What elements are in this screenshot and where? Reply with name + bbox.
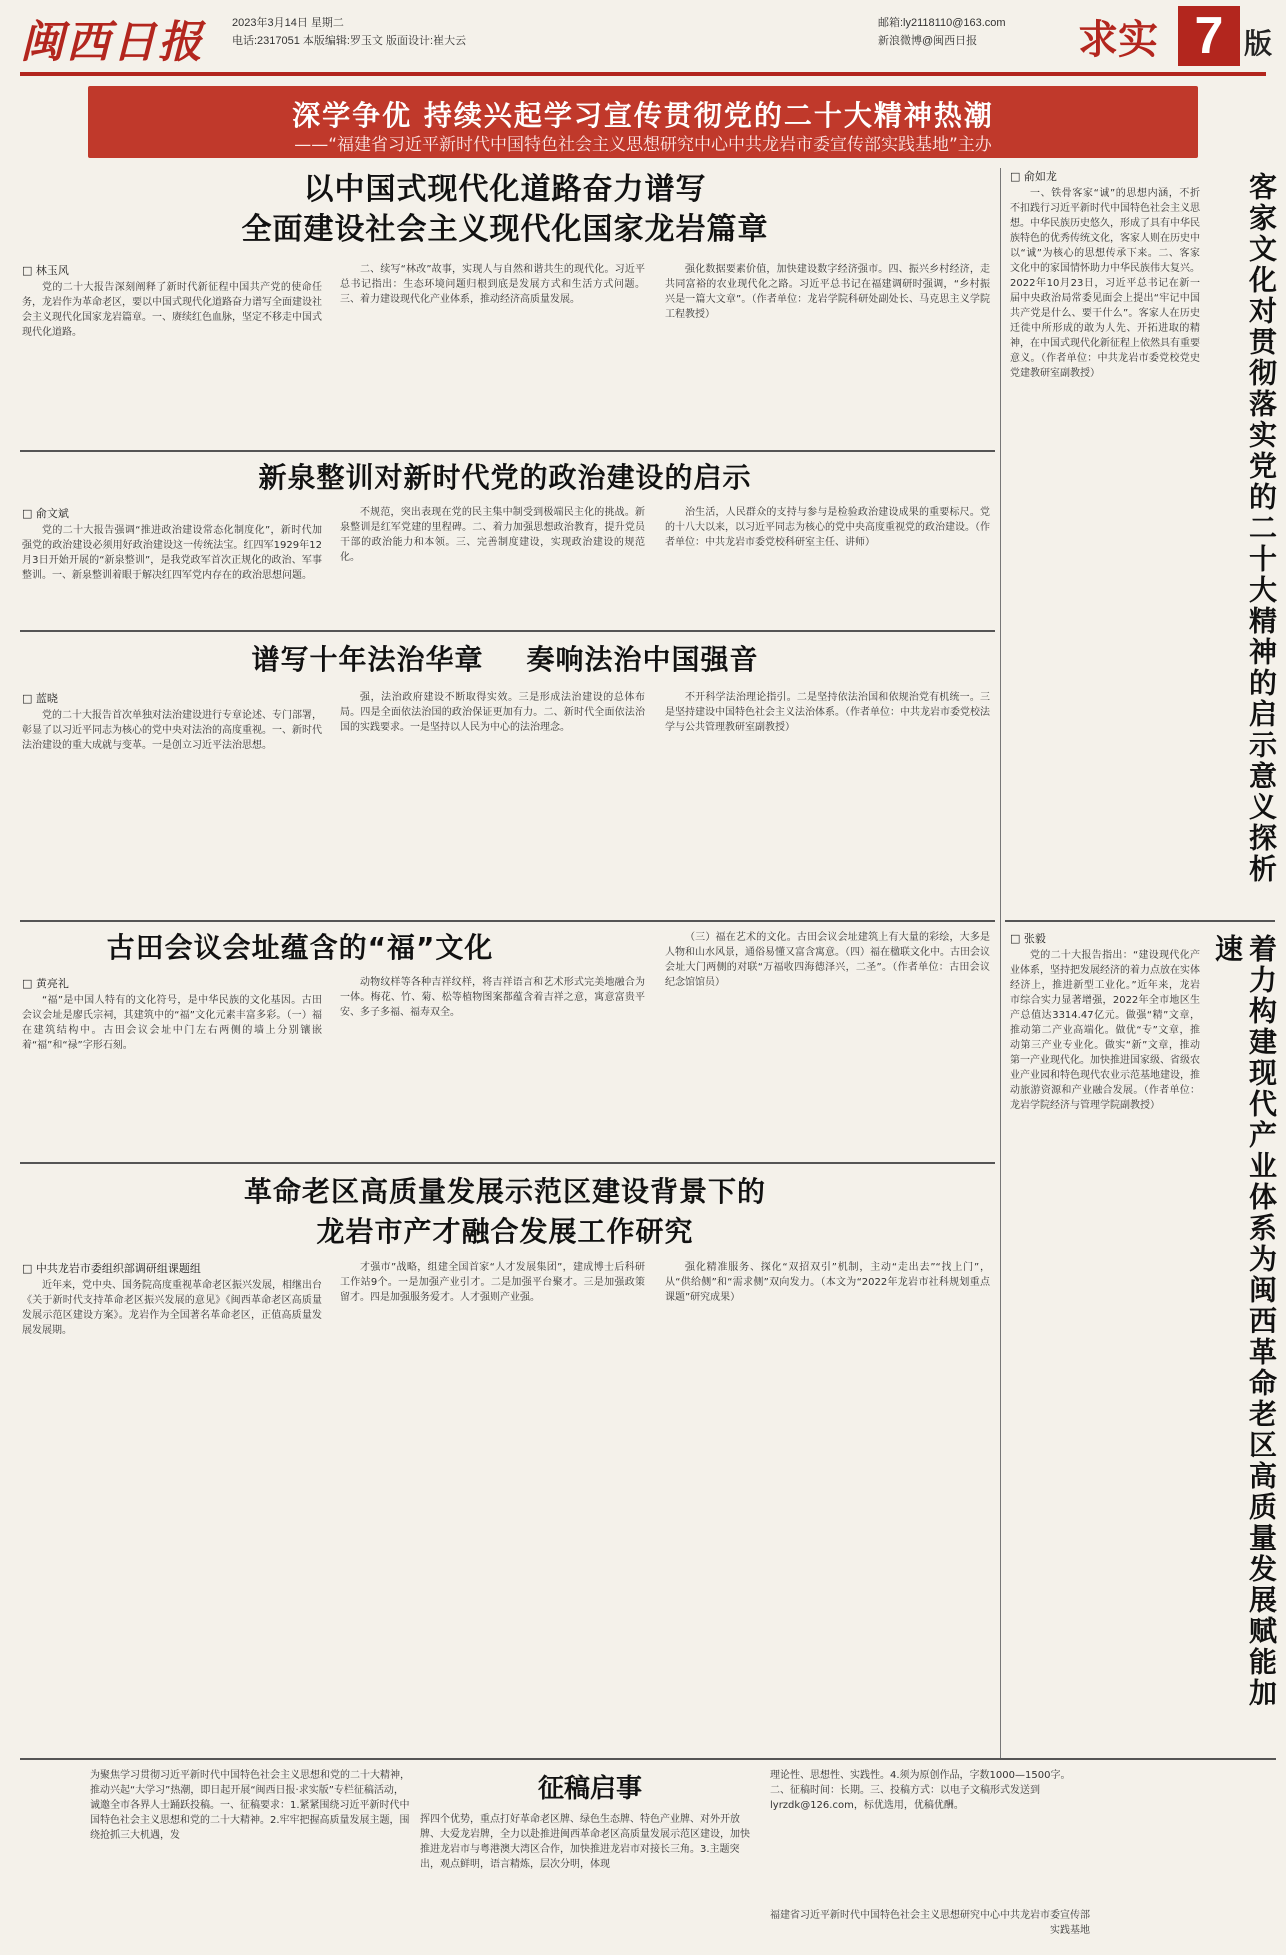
campaign-banner (88, 86, 1198, 158)
article-1-col-1 (22, 280, 322, 445)
notice-title: 征稿启事 (537, 1774, 642, 1804)
rule-sidebar (1005, 920, 1275, 922)
article-5-col-3 (665, 1260, 990, 1748)
article-5-text-3: 强化精准服务、探化“双招双引”机制，主动“走出去”“找上门”，从“供给侧”和“需求侧”双向发力。（本文为“2022年龙岩市社科规划重点课题”研究成果） (665, 1262, 990, 1303)
rule-3 (20, 920, 995, 922)
article-1-title (20, 170, 990, 250)
article-2-col-1 (22, 523, 322, 623)
article-1-byline: □ 林玉风 (22, 262, 69, 278)
article-1-title-line1: 以中国式现代化道路奋力谱写 (303, 172, 707, 207)
article-3-title: 谱写十年法治华章 奏响法治中国强音 (251, 643, 759, 676)
call-for-papers (90, 1768, 1090, 1948)
article-3-text-3: 不开科学法治理论指引。二是坚持依法治国和依规治党有机统一。三是坚持建设中国特色社会主义法治体系。（作者单位：中共龙岩市委党校法学与公共管理教研室副教授） (665, 692, 990, 733)
notice-col-2 (420, 1812, 750, 1946)
contact-info (878, 14, 1006, 50)
article-3-col-3 (665, 690, 990, 913)
article-2-text-1: 党的二十大报告强调“推进政治建设常态化制度化”，新时代加强党的政治建设必须用好政治建设这一传统法宝。红四军1929年12月3日开始开展的“新泉整训”，是我党政军首次正规化的政治、军事整训。一、新泉整训着眼于解决红四军党内存在的政治思想问题。 (22, 525, 322, 581)
paper-name: 闽西日报 (20, 17, 204, 68)
notice-footer (770, 1908, 1090, 1946)
article-2-col-2 (340, 505, 645, 623)
article-1-col-3 (665, 262, 990, 445)
notice-col-1 (90, 1768, 410, 1946)
article-5-col-1 (22, 1278, 322, 1748)
article-4-col-3 (665, 930, 990, 1155)
article-5-text-2: 才强市”战略，组建全国首家“人才发展集团”，建成博士后科研工作站9个。一是加强产业引才。二是加强平台聚才。三是加强政策留才。四是加强服务爱才。人才强则产业强。 (340, 1262, 645, 1303)
article-1-text-2: 二、续写“林改”故事，实现人与自然和谐共生的现代化。习近平总书记指出：生态环境问题归根到底是发展方式和生活方式问题。三、着力建设现代化产业体系，推动经济高质量发展。 (340, 264, 645, 305)
article-2-title: 新泉整训对新时代党的政治建设的启示 (258, 461, 752, 494)
contact-email[interactable]: 邮箱:ly2118110@163.com (878, 17, 1006, 29)
notice-rules: 理论性、思想性、实践性。4.须为原创作品，字数1000—1500字。二、征稿时间：长期。三、投稿方式：以电子文稿形式发送到lyrzdk@126.com，标优选用，优稿优酬。 (770, 1770, 1071, 1811)
issue-info (232, 14, 466, 50)
issue-editors: 电话:2317051 本版编辑:罗玉文 版面设计:崔大云 (232, 35, 467, 47)
article-3-col-1 (22, 708, 322, 913)
issue-date: 2023年3月14日 星期二 (232, 17, 344, 29)
banner-subtitle: ——“福建省习近平新时代中国特色社会主义思想研究中心中共龙岩市委宣传部实践基地”主办 (294, 135, 992, 155)
sidebar-1-title: 客家文化对贯彻落实党的二十大精神的启示意义探析 (1245, 172, 1278, 885)
article-3-text-1: 党的二十大报告首次单独对法治建设进行专章论述、专门部署，彰显了以习近平同志为核心的党中央对法治的高度重视。一、新时代法治建设的重大成就与变革。一是创立习近平法治思想。 (22, 710, 322, 751)
article-3-col-2 (340, 690, 645, 913)
rule-2 (20, 630, 995, 632)
article-1-title-line2: 全面建设社会主义现代化国家龙岩篇章 (241, 212, 769, 247)
article-2-col-3 (665, 505, 990, 623)
article-4-byline: □ 黄亮礼 (22, 975, 69, 991)
article-5-col-2 (340, 1260, 645, 1748)
article-4-text-2: 动物纹样等各种吉祥纹样，将吉祥语言和艺术形式完美地融合为一体。梅花、竹、菊、松等植物图案都蕴含着吉祥之意，寓意富贵平安、多子多福、福寿双全。 (340, 977, 645, 1018)
article-1-text-3: 强化数据要素价值，加快建设数字经济强市。四、振兴乡村经济，走共同富裕的农业现代化之路。习近平总书记在福建调研时强调，“乡村振兴是一篇大文章”。（作者单位：龙岩学院科研处副处长、马克思主义学院工程教授） (665, 264, 990, 320)
banner-title: 深学争优 持续兴起学习宣传贯彻党的二十大精神热潮 (292, 99, 994, 132)
sidebar-divider (1000, 168, 1001, 1758)
sidebar-2-title: 着力构建现代产业体系为闽西革命老区高质量发展赋能加速 (1211, 934, 1278, 1709)
article-4-title: 古田会议会址蕴含的“福”文化 (106, 931, 494, 964)
sidebar-1-body (1010, 186, 1200, 911)
article-5-byline: □ 中共龙岩市委组织部调研组课题组 (22, 1260, 201, 1276)
article-4-text-3: （三）福在艺术的文化。古田会议会址建筑上有大量的彩绘，大多是人物和山水风景，通俗易懂又富含寓意。（四）福在楹联文化中。古田会议会址大门两侧的对联“万福收四海德泽兴，二圣”。（作者单位：古田会议纪念馆馆员） (665, 932, 990, 988)
notice-footer-text: 福建省习近平新时代中国特色社会主义思想研究中心中共龙岩市委宣传部实践基地 (770, 1910, 1090, 1936)
sidebar-1-text: 一、铁骨客家“诚”的思想内涵，不折不扣践行习近平新时代中国特色社会主义思想。中华民族历史悠久，形成了具有中华民族特色的优秀传统文化，客家人则在历史中以“诚”为核心的思想传承下来。二、客家文化中的家国情怀助力中华民族伟大复兴。2022年10月23日，习近平总书记在新一届中央政治局常委见面会上提出“牢记中国共产党是什么、要干什么”。客家人在历史迁徙中所形成的敢为人先、开拓进取的精神，在中国式现代化新征程上依然具有重要意义。（作者单位：中共龙岩市委党校党史党建教研室副教授） (1010, 188, 1200, 379)
sidebar-1-byline: □ 俞如龙 (1010, 168, 1057, 184)
rule-1 (20, 450, 995, 452)
article-2-byline: □ 俞文斌 (22, 505, 69, 521)
page-unit: 版 (1244, 28, 1273, 59)
article-4-col-2 (340, 975, 645, 1155)
masthead-rule (20, 72, 1266, 76)
article-2-text-2: 不规范，突出表现在党的民主集中制受到极端民主化的挑战。新泉整训是红军党建的里程碑。二、着力加强思想政治教育，提升党员干部的政治能力和本领。三、完善制度建设，实现政治建设的规范化。 (340, 507, 645, 563)
sidebar-2-body (1010, 948, 1200, 1748)
article-5-title-line2: 龙岩市产才融合发展工作研究 (316, 1215, 694, 1248)
article-1-text-1: 党的二十大报告深刻阐释了新时代新征程中国共产党的使命任务，龙岩作为革命老区，要以中国式现代化道路奋力谱写全面建设社会主义现代化国家龙岩篇章。一、赓续红色血脉，坚定不移走中国式现代化道路。 (22, 282, 322, 338)
article-3-byline: □ 蓝晓 (22, 690, 58, 706)
section-name: 求实 (1078, 18, 1158, 62)
page-number: 7 (1178, 6, 1240, 66)
contact-weibo[interactable]: 新浪微博@闽西日报 (878, 35, 978, 47)
notice-intro: 为聚焦学习贯彻习近平新时代中国特色社会主义思想和党的二十大精神，推动兴起“大学习”热潮，即日起开展“闽西日报·求实版”专栏征稿活动，诚邀全市各界人士踊跃投稿。一、征稿要求：1.紧紧围绕习近平新时代中国特色社会主义思想和党的二十大精神。2.牢牢把握高质量发展主题，围绕抢抓三大机遇，发 (90, 1770, 410, 1841)
article-5-text-1: 近年来，党中央、国务院高度重视革命老区振兴发展，相继出台《关于新时代支持革命老区振兴发展的意见》《闽西革命老区高质量发展示范区建设方案》。龙岩作为全国著名革命老区，正值高质量发展发展期。 (22, 1280, 322, 1336)
notice-col-3 (770, 1768, 1090, 1898)
article-2-text-3: 治生活，人民群众的支持与参与是检验政治建设成果的重要标尺。党的十八大以来，以习近平同志为核心的党中央高度重视党的政治建设。（作者单位：中共龙岩市委党校科研室主任、讲师） (665, 507, 990, 548)
masthead (0, 0, 1286, 80)
rule-4 (20, 1162, 995, 1164)
sidebar-2-text: 党的二十大报告指出：“建设现代化产业体系，坚持把发展经济的着力点放在实体经济上，推进新型工业化。”近年来，龙岩市综合实力显著增强，2022年全市地区生产总值达3314.47亿元。做强“精”文章，推动第二产业高端化。做优“专”文章，推动第三产业专业化。做实“新”文章，推动第一产业现代化。加快推进国家级、省级农业产业园和特色现代农业示范基地建设，推动旅游资源和产业融合发展。（作者单位：龙岩学院经济与管理学院副教授） (1010, 950, 1200, 1111)
notice-middle: 挥四个优势，重点打好革命老区牌、绿色生态牌、特色产业牌、对外开放牌、大爱龙岩牌，全力以赴推进闽西革命老区高质量发展示范区建设，加快推进龙岩市与粤港澳大湾区合作，加快推进龙岩市对接长三角。3.主题突出，观点鲜明，语言精炼，层次分明，体现 (420, 1814, 750, 1870)
article-5-title (20, 1172, 990, 1252)
article-5-title-line1: 革命老区高质量发展示范区建设背景下的 (243, 1175, 766, 1208)
article-4-col-1 (22, 993, 322, 1155)
rule-notice (20, 1758, 1276, 1760)
sidebar-2-byline: □ 张毅 (1010, 930, 1046, 946)
article-1-col-2 (340, 262, 645, 445)
article-3-text-2: 强，法治政府建设不断取得实效。三是形成法治建设的总体布局。四是全面依法治国的政治保证更加有力。二、新时代全面依法治国的实践要求。一是坚持以人民为中心的法治理念。 (340, 692, 645, 733)
article-4-text-1: “福”是中国人特有的文化符号，是中华民族的文化基因。古田会议会址是廖氏宗祠，其建筑中的“福”文化元素丰富多彩。（一）福在建筑结构中。古田会议会址中门左右两侧的墙上分别镶嵌着“福”和“禄”字形石刻。 (22, 995, 322, 1051)
